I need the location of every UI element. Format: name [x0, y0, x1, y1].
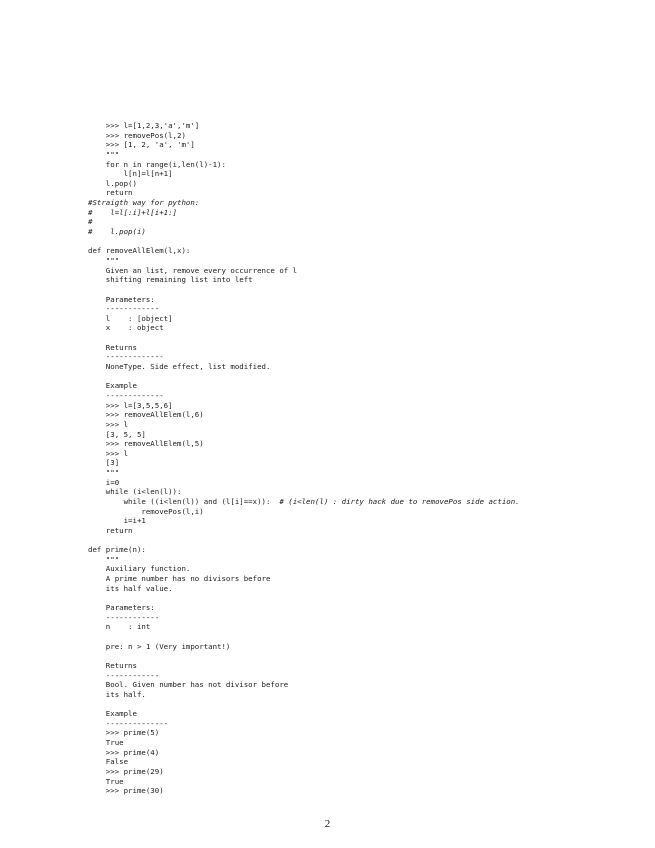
code-text: ------------ — [88, 670, 160, 680]
code-listing — [88, 121, 520, 796]
code-line — [88, 680, 520, 690]
code-text: while ((i<len(l)) and (l[i]==x)): — [88, 496, 280, 506]
code-line — [88, 651, 520, 661]
code-line — [88, 507, 520, 517]
code-line — [88, 410, 520, 420]
code-line — [88, 121, 520, 131]
code-text: >>> removeAllElem(l,6) — [88, 410, 204, 420]
code-text: False — [88, 757, 129, 767]
code-line — [88, 266, 520, 276]
code-line — [88, 786, 520, 796]
code-line — [88, 584, 520, 594]
code-text: ------------ — [88, 612, 160, 622]
code-text: >>> l=[1,2,3,'a','m'] — [88, 121, 200, 130]
code-line — [88, 632, 520, 642]
code-text: True — [88, 738, 124, 747]
code-line — [88, 748, 520, 758]
code-line — [88, 516, 520, 526]
code-line — [88, 381, 520, 391]
code-line — [88, 295, 520, 305]
code-line — [88, 468, 520, 478]
code-line — [88, 439, 520, 449]
code-line — [88, 343, 520, 353]
code-text: for n in range(i,len(l)-1): — [88, 159, 226, 169]
code-line — [88, 671, 520, 681]
code-text: """ — [88, 255, 120, 265]
code-text: [3] — [88, 458, 120, 468]
code-line — [88, 401, 520, 411]
code-line — [88, 227, 520, 237]
code-text: >>> prime(4) — [88, 747, 160, 757]
code-line — [88, 564, 520, 574]
code-comment: # — [88, 207, 93, 217]
code-line — [88, 555, 520, 565]
code-text: NoneType. Side effect, list modified. — [88, 362, 271, 372]
code-text: def removeAllElem(l,x): — [88, 246, 191, 256]
code-line — [88, 642, 520, 652]
code-text: Given an list, remove every occurrence of l — [88, 265, 298, 275]
code-text: l[n]=l[n+1] — [88, 169, 173, 179]
code-text: i=0 — [88, 477, 120, 487]
code-text: while (i<len(l)): — [88, 487, 182, 497]
code-text: [3, 5, 5] — [88, 429, 146, 439]
code-line — [88, 497, 520, 507]
code-text: ------------- — [88, 390, 164, 400]
code-line — [88, 256, 520, 266]
code-text: return — [88, 525, 133, 535]
code-line — [88, 458, 520, 468]
code-line — [88, 728, 520, 738]
code-text: n : int — [88, 622, 151, 632]
code-text: >>> prime(30) — [88, 786, 164, 796]
code-line — [88, 179, 520, 189]
code-line — [88, 333, 520, 343]
code-text: Example — [88, 381, 137, 391]
code-text: True — [88, 776, 124, 786]
code-text: Parameters: — [88, 603, 155, 613]
code-line — [88, 430, 520, 440]
code-line — [88, 217, 520, 227]
code-line — [88, 777, 520, 787]
code-text: >>> l — [88, 448, 129, 458]
code-line — [88, 738, 520, 748]
code-text: """ — [88, 554, 120, 564]
code-text: i=i+1 — [88, 516, 146, 526]
code-line — [88, 526, 520, 536]
code-line — [88, 574, 520, 584]
code-line — [88, 362, 520, 372]
code-text: A prime number has no divisors before — [88, 574, 271, 584]
code-text: its half value. — [88, 583, 173, 593]
code-text: pre: n > 1 (Very important!) — [88, 641, 231, 651]
code-line — [88, 275, 520, 285]
code-comment: l=l[:i]+l[i+1:] — [92, 207, 177, 217]
code-text: return — [88, 188, 133, 198]
code-text: shifting remaining list into left — [88, 275, 253, 285]
code-line — [88, 160, 520, 170]
code-text: removePos(l,i) — [88, 506, 204, 516]
code-text: -------------- — [88, 718, 169, 728]
page-number: 2 — [324, 818, 331, 830]
code-comment: l.pop(i) — [92, 227, 146, 237]
code-line — [88, 246, 520, 256]
code-line — [88, 449, 520, 459]
code-text: Returns — [88, 660, 137, 670]
code-comment: # — [88, 217, 93, 227]
code-line — [88, 391, 520, 401]
code-text: Returns — [88, 342, 137, 352]
code-line — [88, 323, 520, 333]
code-line — [88, 198, 520, 208]
code-text: >>> [1, 2, 'a', 'm'] — [88, 140, 195, 150]
code-text: ------------ — [88, 304, 160, 314]
code-text: >>> l — [88, 419, 129, 429]
code-line — [88, 140, 520, 150]
code-line — [88, 690, 520, 700]
code-line — [88, 372, 520, 382]
code-text: x : object — [88, 323, 164, 333]
code-line — [88, 420, 520, 430]
code-line — [88, 593, 520, 603]
code-text: ------------- — [88, 352, 164, 362]
code-text: >>> prime(5) — [88, 728, 160, 738]
code-line — [88, 613, 520, 623]
code-line — [88, 188, 520, 198]
code-line — [88, 131, 520, 141]
code-text: l.pop() — [88, 178, 137, 188]
code-line — [88, 622, 520, 632]
code-text: >>> l=[3,5,5,6] — [88, 400, 173, 410]
code-line — [88, 536, 520, 546]
code-line — [88, 208, 520, 218]
code-text: """ — [88, 149, 120, 159]
code-line — [88, 767, 520, 777]
code-line — [88, 285, 520, 295]
code-text: Parameters: — [88, 294, 155, 304]
code-text: Auxiliary function. — [88, 564, 191, 574]
code-comment: # (i<len(l) : dirty hack due to removePos side action. — [279, 496, 520, 506]
code-text: l : [object] — [88, 313, 173, 323]
code-line — [88, 757, 520, 767]
code-line — [88, 169, 520, 179]
code-text: >>> removeAllElem(l,5) — [88, 439, 204, 449]
code-line — [88, 719, 520, 729]
code-text: """ — [88, 468, 120, 478]
code-line — [88, 352, 520, 362]
code-line — [88, 304, 520, 314]
code-text: >>> removePos(l,2) — [88, 130, 186, 140]
code-text: >>> prime(29) — [88, 766, 164, 776]
code-line — [88, 661, 520, 671]
code-line — [88, 314, 520, 324]
code-line — [88, 478, 520, 488]
code-text: def prime(n): — [88, 545, 146, 555]
code-comment: #Straigth way for python: — [88, 198, 200, 208]
code-line — [88, 709, 520, 719]
code-text: Bool. Given number has not divisor before — [88, 680, 289, 690]
code-line — [88, 150, 520, 160]
code-text: Example — [88, 709, 137, 719]
code-line — [88, 487, 520, 497]
code-line — [88, 545, 520, 555]
code-text: its half. — [88, 689, 146, 699]
code-line — [88, 603, 520, 613]
code-line — [88, 699, 520, 709]
code-comment: # — [88, 227, 93, 237]
code-line — [88, 237, 520, 247]
